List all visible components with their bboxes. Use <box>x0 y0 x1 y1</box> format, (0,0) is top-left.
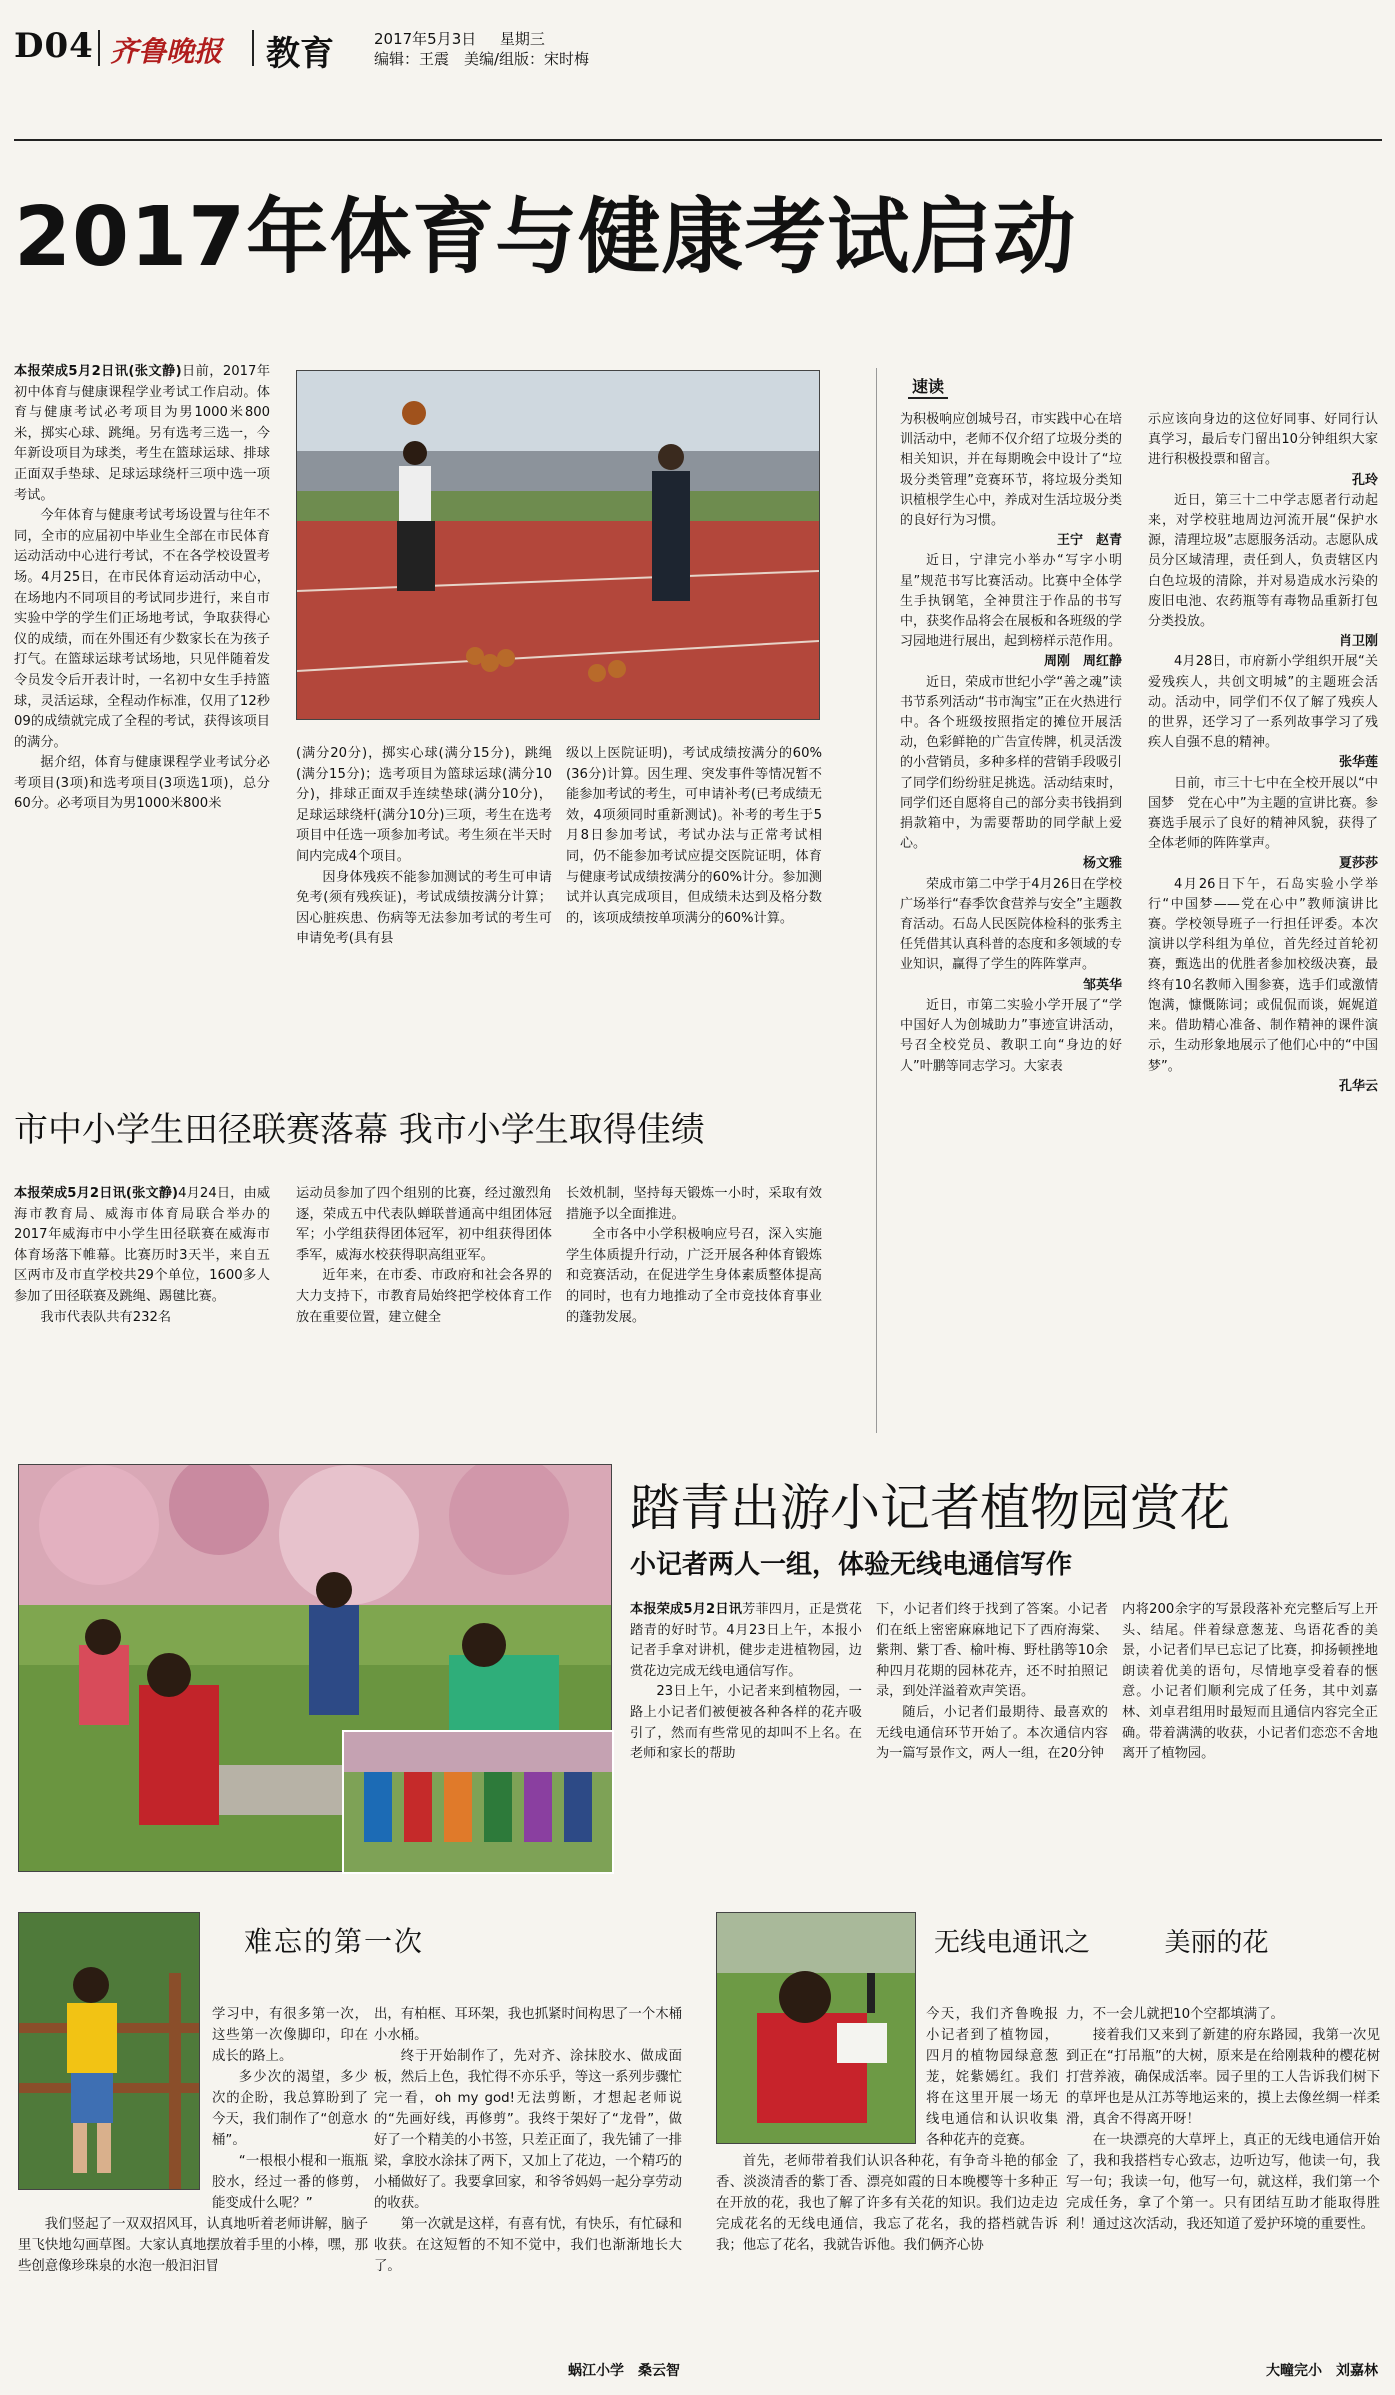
garden-col1: 本报荣成5月2日讯芳菲四月，正是赏花踏青的好时节。4月23日上午，本报小记者手拿对讲机，健步走进植物园，边赏花边完成无线电通信写作。 23日上午，小记者来到植物园，一路上小记者们被便被各种各样的花卉吸引了，然而有些常见的却叫不上名。在老师和家长的帮助 <box>630 1602 862 1762</box>
exam-photo <box>296 370 820 720</box>
essay1-byline: 蜗江小学 桑云智 <box>568 2363 680 2379</box>
brief-col1: 为积极响应创城号召，市实践中心在培训活动中，老师不仅介绍了垃圾分类的相关知识，并在每期晚会中设计了“垃圾分类管理”竞赛环节，将垃圾分类知识植根学生心中，养成对生活垃圾分类的良好行为习惯。 王宁 赵青 近日，宁津完小举办“写字小明星”规范书写比赛活动。比赛中全体学生手执钢笔，全神贯注于作品的书写中，获奖作品将会在展板和各班级的学习园地进行展出，起到榜样示范作用。 周刚 周红静 近日，荣成市世纪小学“善之魂”读书节系列活动“书市淘宝”正在火热进行中。各个班级按照指定的摊位开展活动，色彩鲜艳的广告宣传牌，机灵活泼的小营销员，多种多样的营销手段吸引了同学们纷纷驻足挑选。活动结束时，同学们还自愿将自己的部分卖书钱捐到捐款箱中，为需要帮助的同学献上爱心。 杨文雅 荣成市第二中学于4月26日在学校广场举行“春季饮食营养与安全”主题教育活动。石岛人民医院体检科的张秀主任凭借其认真科普的态度和多领域的专业知识，赢得了学生的阵阵掌声。 邹英华 近日，市第二实验小学开展了“学中国好人为创城助力”事迹宣讲活动，号召全校党员、教职工向“身边的好人”叶鹏等同志学习。大家表 <box>900 412 1122 1074</box>
page-number: D04 <box>14 26 94 66</box>
garden-col2: 下，小记者们终于找到了答案。小记者们在纸上密密麻麻地记下了西府海棠、紫荆、紫丁香、榆叶梅、野杜鹃等10余种四月花期的园林花卉，还不时拍照记录，到处洋溢着欢声笑语。 随后，小记者们最期待、最喜欢的无线电通信环节开始了。本次通信内容为一篇写景作文，两人一组，在20分钟 <box>876 1602 1108 1762</box>
track-col2: 运动员参加了四个组别的比赛，经过激烈角逐，荣成五中代表队蝉联普通高中组团体冠军；小学组获得团体冠军，初中组获得团体季军，威海水校获得职高组亚军。 近年来，在市委、市政府和社会各界的大力支持下，市教育局始终把学校体育工作放在重要位置，建立健全 <box>296 1186 552 1325</box>
main-story-col1: 本报荣成5月2日讯(张文静)日前，2017年初中体育与健康课程学业考试工作启动。体育与健康考试必考项目为男1000米800米，掷实心球、跳绳。另有选考三选一，今年新设项目为球类，考生在篮球运球、排球正面双手垫球、足球运球绕杆三项中选一项考试。 今年体育与健康考试考场设置与往年不同，全市的应届初中毕业生全部在市民体育运动活动中心进行考试，不在各学校设置考场。4月25日，在市民体育运动活动中心，在场地内不同项目的考试同步进行，来自市实验中学的学生们正场地考试，争取获得心仪的成绩，而在外围还有少数家长在为孩子打气。在篮球运球考试场地，只见伴随着发令员发令后开表计时，一名初中女生手持篮球，灵活运球，全程动作标准，仅用了12秒09的成绩就完成了全程的考试，获得该项目的满分。 据介绍，体育与健康课程学业考试分必考项目(3项)和选考项目(3项选1项)，总分60分。必考项目为男1000米800米 <box>14 364 270 812</box>
weekday: 星期三 <box>499 30 545 48</box>
essay1-title: 难忘的第一次 <box>244 1925 425 1958</box>
date: 2017年5月3日 <box>374 30 477 48</box>
brief-label: 速读 <box>908 374 948 399</box>
brief-col2: 示应该向身边的这位好同事、好同行认真学习，最后专门留出10分钟组织大家进行积极投票和留言。 孔玲 近日，第三十二中学志愿者行动起来，对学校驻地周边河流开展“保护水源，清理垃圾”志愿服务活动。志愿队成员分区域清理，责任到人，负责辖区内白色垃圾的清除，并对易造成水污染的废旧电池、农药瓶等有毒物品重新打包分类投放。 肖卫刚 4月28日，市府新小学组织开展“关爱残疾人，共创文明城”的主题班会活动。活动中，同学们不仅了解了残疾人的世界，还学习了一系列故事学习了残疾人自强不息的精神。 张华莲 日前，市三十七中在全校开展以“中国梦 党在心中”为主题的宣讲比赛。参赛选手展示了良好的精神风貌，获得了全体老师的阵阵掌声。 夏莎莎 4月26日下午，石岛实验小学举行“中国梦——党在心中”教师演讲比赛。学校领导班子一行担任评委。本次演讲以学科组为单位，首先经过首轮初赛，甄选出的优胜者参加校级决赛，最终有10名教师入围参赛，选手们或激情饱满，慷慨陈词；或侃侃而谈，娓娓道来。借助精心准备、制作精神的课件演示，生动形象地展示了他们心中的“中国梦”。 孔华云 <box>1148 412 1378 1094</box>
garden-subheadline: 小记者两人一组，体验无线电通信写作 <box>630 1550 1073 1580</box>
editors: 编辑：王震 美编/组版：宋时梅 <box>374 50 590 68</box>
garden-headline: 踏青出游小记者植物园赏花 <box>630 1479 1230 1537</box>
dateline: 本报荣成5月2日讯(张文静) <box>14 364 182 379</box>
header-divider <box>98 30 100 66</box>
issue-date <box>374 28 545 49</box>
essay2-byline: 大疃完小 刘嘉林 <box>1266 2363 1378 2379</box>
essay2-title <box>934 1926 1269 1960</box>
track-col3: 长效机制，坚持每天锻炼一小时，采取有效措施予以全面推进。 全市各中小学积极响应号召，深入实施学生体质提升行动，广泛开展各种体育锻炼和竞赛活动，在促进学生身体素质整体提高的同时，也有力地推动了全市竞技体育事业的蓬勃发展。 <box>566 1186 822 1325</box>
essay1-col2: 出，有柏框、耳环架，我也抓紧时间构思了一个木桶小水桶。 终于开始制作了，先对齐、涂抹胶水、做成面板，然后上色，我忙得不亦乐乎，等这一系列步骤忙完一看，oh my god!无法剪断，才想起老师说的“先画好线，再修剪”。我终于架好了“龙骨”，做好了一个精美的小书签，只差正面了，我先铺了一排梁，拿胶水涂抹了两下，又加上了花边，一个精巧的小桶做好了。我要拿回家，和爷爷妈妈一起分享劳动的收获。 第一次就是这样，有喜有忧，有快乐，有忙碌和收获。在这短暂的不知不觉中，我们也渐渐地长大了。 <box>374 2007 682 2274</box>
header-divider-2 <box>252 30 254 66</box>
header-rule <box>14 139 1382 141</box>
essay2-title-b: 美丽的花 <box>1164 1928 1269 1958</box>
garden-inset-photo <box>342 1730 614 1874</box>
main-story-col3: 级以上医院证明)，考试成绩按满分的60%(36分)计算。因生理、突发事件等情况暂不能参加考试的考生，可申请补考(已考成绩无效，4项须同时重新测试)。补考的考生于5月8日参加考试，考试办法与正常考试相同，仍不能参加考试应提交医院证明，体育与健康考试成绩按满分的60%计分。参加测试并认真完成项目，但成绩未达到及格分数的，该项成绩按单项满分的60%计算。 <box>566 746 822 926</box>
track-col1: 本报荣成5月2日讯(张文静)4月24日，由威海市教育局、威海市体育局联合举办的2017年威海市中小学生田径联赛在威海市体育场落下帷幕。比赛历时3天半，来自五区两市及市直学校共29个单位，1600多人参加了田径联赛及跳绳、踢毽比赛。 我市代表队共有232名 <box>14 1186 270 1325</box>
garden-col3: 内将200余字的写景段落补充完整后写上开头、结尾。伴着绿意葱茏、鸟语花香的美景，小记者们早已忘记了比赛，抑扬顿挫地朗读着优美的语句，尽情地享受着春的惬意。小记者们顺利完成了任务，其中刘嘉林、刘卓君组用时最短而且通信内容完全正确。带着满满的收获，小记者们恋恋不舍地离开了植物园。 <box>1122 1602 1378 1762</box>
essay2-col2: 力，不一会儿就把10个空都填满了。 接着我们又来到了新建的府东路园，我第一次见到正在“打吊瓶”的大树，原来是在给刚栽种的樱花树打营养液，确保成活率。园子里的工人告诉我们树下的草坪也是从江苏等地运来的，摸上去像丝绸一样柔滑，真舍不得离开呀！ 在一块漂亮的大草坪上，真正的无线电通信开始了，我和我搭档专心致志，边听边写，他读一句，我写一句；我读一句，他写一句，就这样，我们第一个完成任务，拿了个第一。只有团结互助才能取得胜利！通过这次活动，我还知道了爱护环境的重要性。 <box>1066 2007 1380 2232</box>
section-name: 教育 <box>266 34 334 74</box>
main-headline: 2017年体育与健康考试启动 <box>14 190 1077 285</box>
track-headline: 市中小学生田径联赛落幕 我市小学生取得佳绩 <box>14 1110 705 1150</box>
essay2-title-a: 无线电通讯之 <box>934 1928 1091 1958</box>
essay1-col1: 学习中，有很多第一次，这些第一次像脚印，印在成长的路上。 多少次的渴望，多少次的企盼，我总算盼到了今天，我们制作了“创意水桶”。 “一根根小棍和一瓶瓶胶水，经过一番的修剪，能变成什么呢？” 我们竖起了一双双招风耳，认真地听着老师讲解，脑子里飞快地勾画草图。大家认真地摆放着手里的小棒，嘿，那些创意像珍珠泉的水泡一般汩汩冒 <box>18 2007 368 2274</box>
essay2-col1: 今天，我们齐鲁晚报小记者到了植物园，四月的植物园绿意葱茏，姹紫嫣红。我们将在这里开展一场无线电通信和认识收集各种花卉的竞赛。 首先，老师带着我们认识各种花，有争奇斗艳的郁金香、淡淡清香的紫丁香、漂亮如霞的日本晚樱等十多种正在开放的花，我也了解了许多有关花的知识。我们边走边完成花名的无线电通信，我忘了花名，我的搭档就告诉我；他忘了花名，我就告诉他。我们俩齐心协 <box>716 2007 1058 2253</box>
paper-logo: 齐鲁晚报 <box>110 35 223 68</box>
main-story-col2: (满分20分)，掷实心球(满分15分)，跳绳(满分15分)；选考项目为篮球运球(满分10分)，排球正面双手连续垫球(满分10分)，足球运球绕杆(满分10分)三项，考生在选考项目中任选一项参加考试。考生须在半天时间内完成4个项目。 因身体残疾不能参加测试的考生可申请免考(须有残疾证)，考试成绩按满分计算；因心脏疾患、伤病等无法参加考试的考生可申请免考(具有县 <box>296 746 552 947</box>
